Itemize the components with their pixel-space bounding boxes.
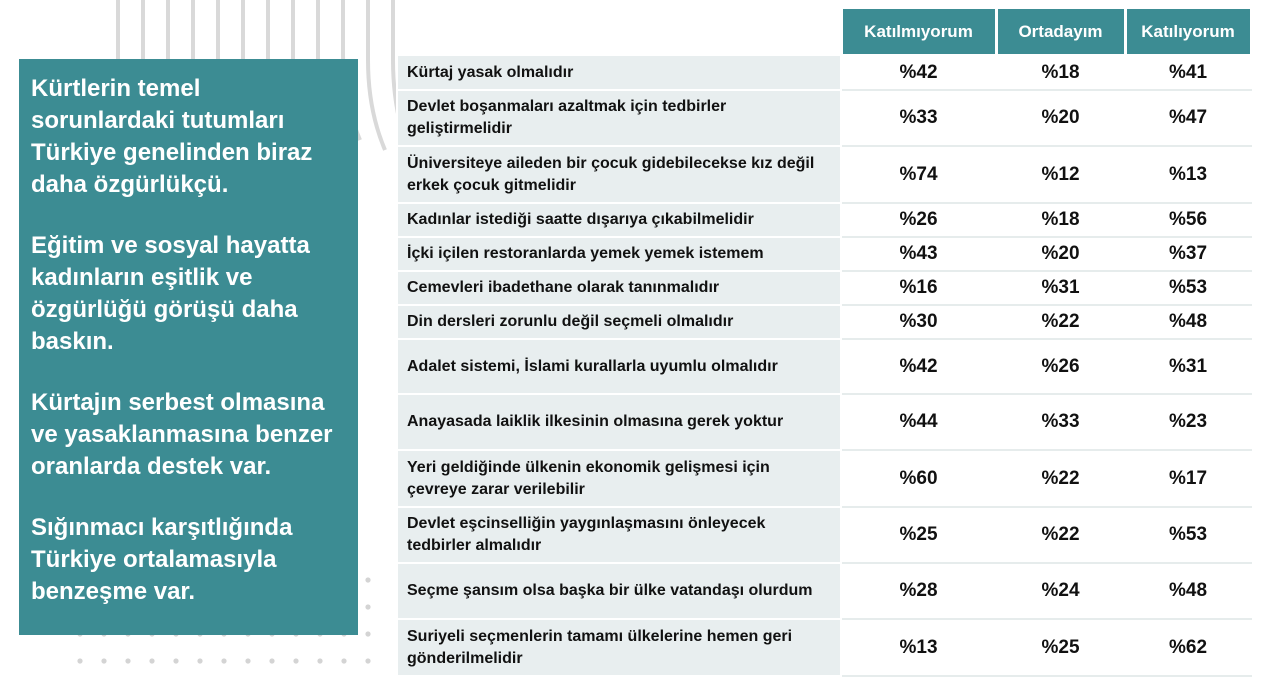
agree-value: %23 <box>1125 394 1251 450</box>
agree-value: %48 <box>1125 563 1251 619</box>
neutral-value: %33 <box>996 394 1125 450</box>
table-row <box>397 146 1251 203</box>
agree-value: %53 <box>1125 507 1251 563</box>
header-blank-cell <box>397 9 841 55</box>
table-row <box>397 450 1251 507</box>
disagree-value: %25 <box>841 507 996 563</box>
agree-value: %17 <box>1125 450 1251 507</box>
table-row <box>397 339 1251 394</box>
disagree-value: %30 <box>841 305 996 339</box>
summary-paragraph: Kürtajın serbest olmasına ve yasaklanmasına benzer oranlarda destek var. <box>31 389 333 480</box>
statement-cell: Devlet eşcinselliğin yaygınlaşmasını önleyecek tedbirler almalıdır <box>397 507 841 563</box>
table-row <box>397 507 1251 563</box>
disagree-value: %26 <box>841 203 996 237</box>
disagree-value: %42 <box>841 55 996 90</box>
header-disagree: Katılmıyorum <box>841 9 996 55</box>
table-row <box>397 55 1251 90</box>
statement-cell: Kadınlar istediği saatte dışarıya çıkabilmelidir <box>397 203 841 237</box>
table-row <box>397 394 1251 450</box>
agree-value: %13 <box>1125 146 1251 203</box>
agree-value: %48 <box>1125 305 1251 339</box>
neutral-value: %24 <box>996 563 1125 619</box>
statement-cell: Üniversiteye aileden bir çocuk gidebilecekse kız değil erkek çocuk gitmelidir <box>397 146 841 203</box>
neutral-value: %31 <box>996 271 1125 305</box>
neutral-value: %22 <box>996 305 1125 339</box>
agree-value: %56 <box>1125 203 1251 237</box>
statement-cell: İçki içilen restoranlarda yemek yemek istemem <box>397 237 841 271</box>
statement-cell: Yeri geldiğinde ülkenin ekonomik gelişmesi için çevreye zarar verilebilir <box>397 450 841 507</box>
disagree-value: %33 <box>841 90 996 146</box>
agree-value: %31 <box>1125 339 1251 394</box>
table-row <box>397 237 1251 271</box>
summary-paragraph: Sığınmacı karşıtlığında Türkiye ortalamasıyla benzeşme var. <box>31 514 293 605</box>
agree-value: %53 <box>1125 271 1251 305</box>
table-header-row <box>397 9 1251 55</box>
table-row <box>397 619 1251 676</box>
statement-cell: Seçme şansım olsa başka bir ülke vatandaşı olurdum <box>397 563 841 619</box>
neutral-value: %20 <box>996 237 1125 271</box>
statement-cell: Suriyeli seçmenlerin tamamı ülkelerine hemen geri gönderilmelidir <box>397 619 841 676</box>
header-agree: Katılıyorum <box>1125 9 1251 55</box>
neutral-value: %20 <box>996 90 1125 146</box>
survey-table <box>396 9 1253 677</box>
statement-cell: Cemevleri ibadethane olarak tanınmalıdır <box>397 271 841 305</box>
disagree-value: %13 <box>841 619 996 676</box>
disagree-value: %44 <box>841 394 996 450</box>
neutral-value: %18 <box>996 203 1125 237</box>
disagree-value: %74 <box>841 146 996 203</box>
neutral-value: %25 <box>996 619 1125 676</box>
disagree-value: %42 <box>841 339 996 394</box>
statement-cell: Devlet boşanmaları azaltmak için tedbirler geliştirmelidir <box>397 90 841 146</box>
header-neutral: Ortadayım <box>996 9 1125 55</box>
summary-panel <box>19 59 358 635</box>
table-row <box>397 563 1251 619</box>
summary-paragraph: Kürtlerin temel sorunlardaki tutumları Türkiye genelinden biraz daha özgürlükçü. <box>31 75 313 198</box>
disagree-value: %60 <box>841 450 996 507</box>
table-row <box>397 90 1251 146</box>
table-row <box>397 305 1251 339</box>
agree-value: %41 <box>1125 55 1251 90</box>
neutral-value: %12 <box>996 146 1125 203</box>
statement-cell: Din dersleri zorunlu değil seçmeli olmalıdır <box>397 305 841 339</box>
neutral-value: %26 <box>996 339 1125 394</box>
table-row <box>397 203 1251 237</box>
disagree-value: %28 <box>841 563 996 619</box>
neutral-value: %22 <box>996 507 1125 563</box>
statement-cell: Kürtaj yasak olmalıdır <box>397 55 841 90</box>
disagree-value: %16 <box>841 271 996 305</box>
neutral-value: %18 <box>996 55 1125 90</box>
summary-paragraph: Eğitim ve sosyal hayatta kadınların eşitlik ve özgürlüğü görüşü daha baskın. <box>31 232 310 355</box>
statement-cell: Adalet sistemi, İslami kurallarla uyumlu olmalıdır <box>397 339 841 394</box>
statement-cell: Anayasada laiklik ilkesinin olmasına gerek yoktur <box>397 394 841 450</box>
disagree-value: %43 <box>841 237 996 271</box>
agree-value: %47 <box>1125 90 1251 146</box>
neutral-value: %22 <box>996 450 1125 507</box>
agree-value: %37 <box>1125 237 1251 271</box>
table-row <box>397 271 1251 305</box>
table-body <box>397 55 1251 676</box>
agree-value: %62 <box>1125 619 1251 676</box>
